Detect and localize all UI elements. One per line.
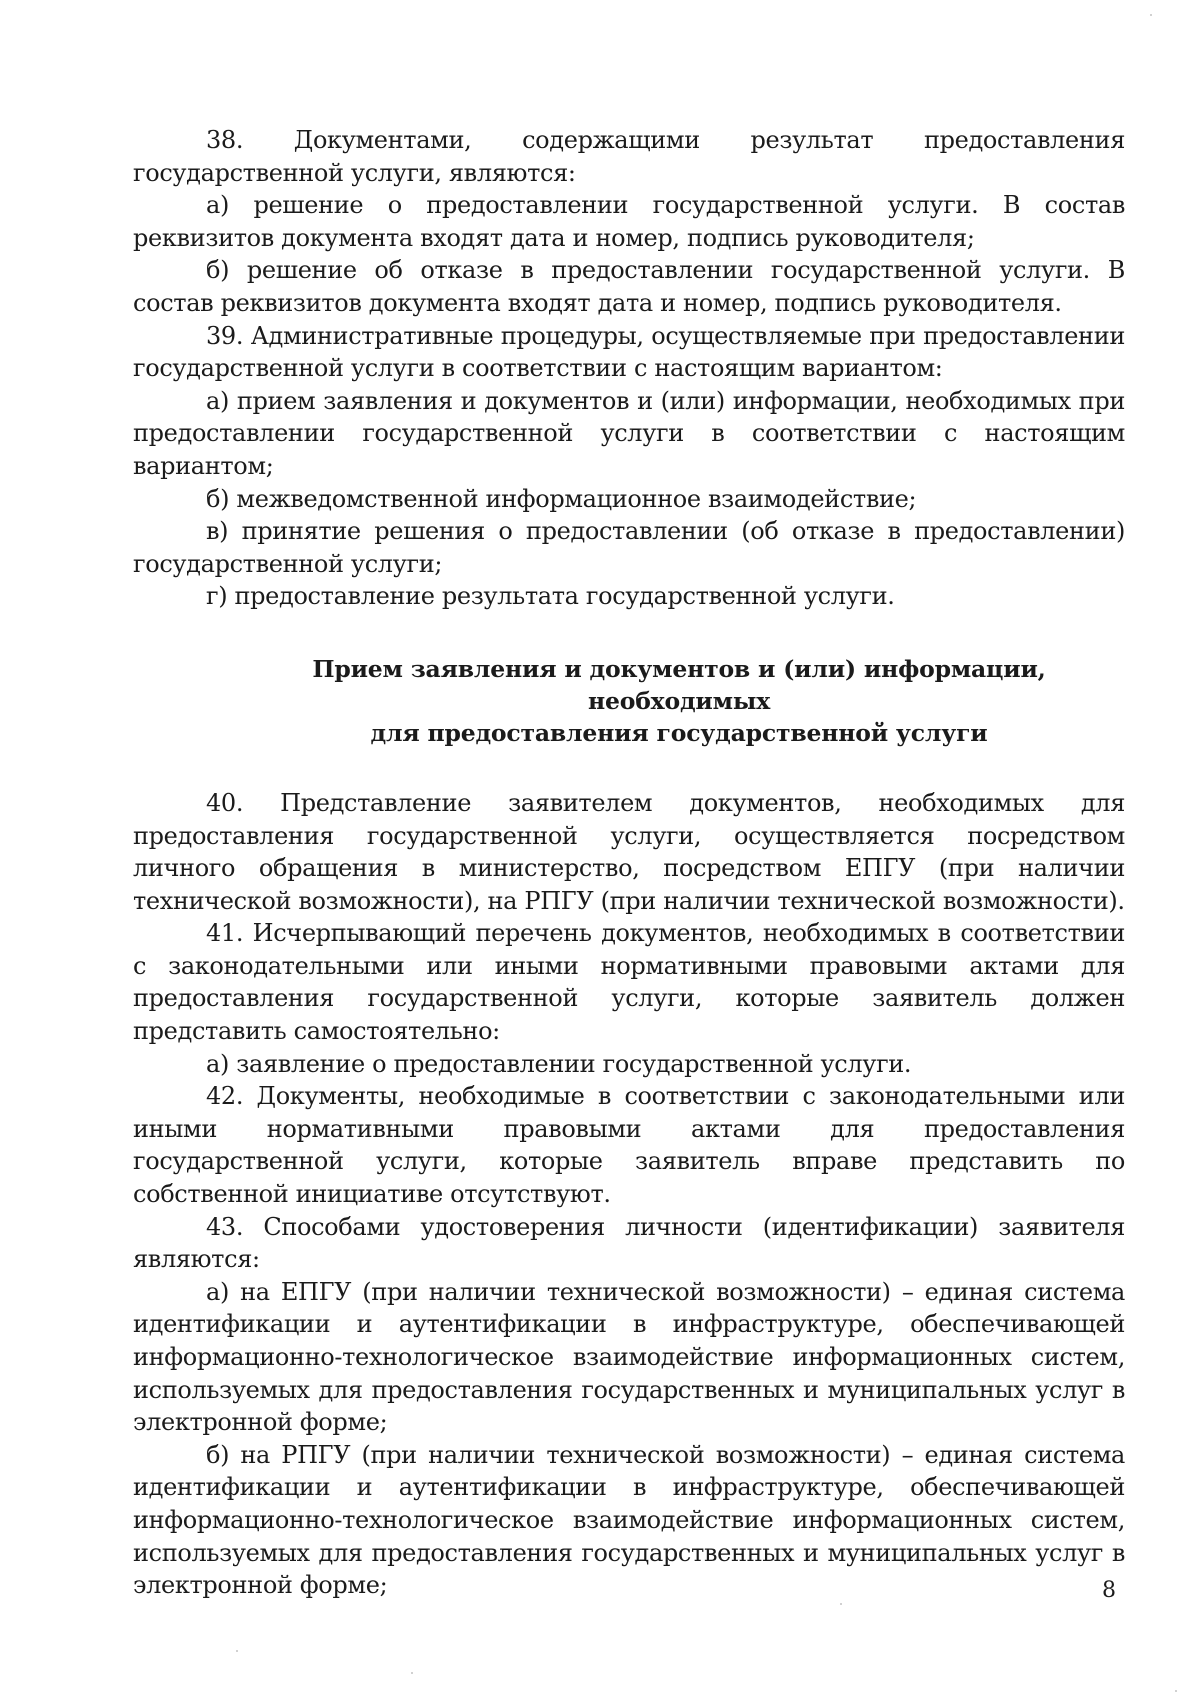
paragraph-43a: а) на ЕПГУ (при наличии технической возможности) – единая система идентификации и аутентификации в инфраструктуре, обеспечивающей информационно-технологическое взаимодействие информационных систем, используемых для предоставления государственных и муниципальных услуг в электронной форме; — [133, 1277, 1125, 1437]
paragraph-38b: б) решение об отказе в предоставлении государственной услуги. В состав реквизитов документа входят дата и номер, подпись руководителя. — [133, 256, 1125, 317]
paragraph-42: 42. Документы, необходимые в соответствии с законодательными или иными нормативными правовыми актами для предоставления государственной услуги, которые заявитель вправе представить по собственной инициативе отсутствуют. — [133, 1082, 1125, 1209]
section-heading — [133, 653, 1125, 749]
paragraph-39a: а) прием заявления и документов и (или) информации, необходимых при предоставлении государственной услуги в соответствии с настоящим вариантом; — [133, 386, 1125, 480]
paragraph-39v: в) принятие решения о предоставлении (об отказе в предоставлении) государственной услуги; — [133, 517, 1125, 578]
paragraph-39b: б) межведомственной информационное взаимодействие; — [206, 484, 917, 513]
scan-speck — [411, 1672, 413, 1674]
scan-speck — [236, 1650, 238, 1652]
document-body — [133, 124, 1125, 1602]
scan-speck — [1150, 14, 1152, 16]
page-number: 8 — [1102, 1578, 1116, 1603]
paragraph-40: 40. Представление заявителем документов, необходимых для предоставления государственной услуги, осуществляется посредством личного обращения в министерство, посредством ЕПГУ (при наличии технической возможности), на РПГУ (при наличии технической возможности). — [133, 788, 1125, 915]
section-heading-line-1: Прием заявления и документов и (или) информации, необходимых — [312, 654, 1046, 715]
paragraph-39g: г) предоставление результата государственной услуги. — [206, 582, 895, 611]
paragraph-39: 39. Административные процедуры, осуществляемые при предоставлении государственной услуги в соответствии с настоящим вариантом: — [133, 321, 1125, 383]
paragraph-38a: а) решение о предоставлении государственной услуги. В состав реквизитов документа входят дата и номер, подпись руководителя; — [133, 191, 1125, 252]
scan-speck — [840, 1603, 842, 1605]
scan-speck — [1175, 1690, 1177, 1692]
paragraph-38: 38. Документами, содержащими результат предоставления государственной услуги, являются: — [133, 126, 1125, 187]
section-heading-line-2: для предоставления государственной услуги — [370, 718, 988, 747]
paragraph-43b: б) на РПГУ (при наличии технической возможности) – единая система идентификации и аутентификации в инфраструктуре, обеспечивающей информационно-технологическое взаимодействие информационных систем, используемых для предоставления государственных и муниципальных услуг в электронной форме; — [133, 1440, 1125, 1600]
paragraph-43: 43. Способами удостоверения личности (идентификации) заявителя являются: — [133, 1212, 1125, 1274]
paragraph-41a: а) заявление о предоставлении государственной услуги. — [206, 1049, 912, 1078]
paragraph-41: 41. Исчерпывающий перечень документов, необходимых в соответствии с законодательными или иными нормативными правовыми актами для предоставления государственной услуги, которые заявитель должен представить самостоятельно: — [133, 919, 1125, 1046]
